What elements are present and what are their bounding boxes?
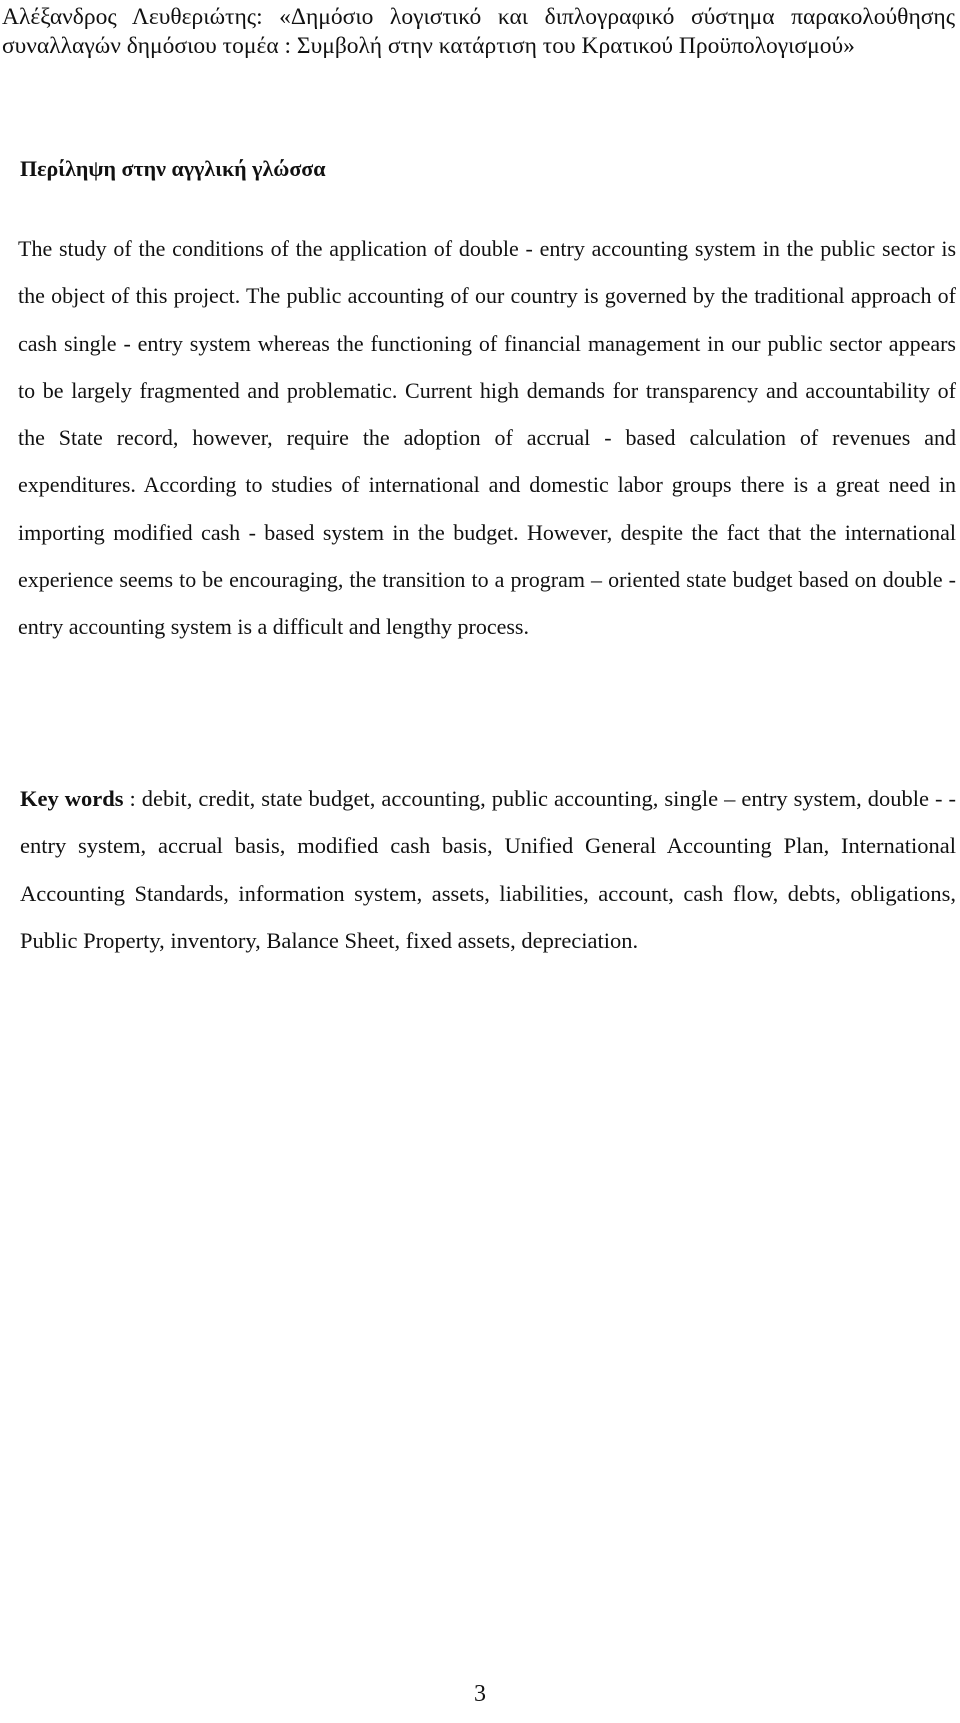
page-number: 3 bbox=[474, 1681, 486, 1707]
document-header-title: Αλέξανδρος Λευθεριώτης: «Δημόσιο λογιστικό και διπλογραφικό σύστημα παρακολούθησης συναλλαγών δημόσιου τομέα : Συμβολή στην κατάρτιση του Κρατικού Προϋπολογισμού» bbox=[2, 4, 955, 59]
abstract-heading: Περίληψη στην αγγλική γλώσσα bbox=[20, 156, 326, 181]
keywords-paragraph bbox=[20, 775, 956, 964]
keywords-text: : debit, credit, state budget, accounting, public accounting, single – entry system, double - -entry system, accrual basis, modified cash basis, Unified General Accounting Plan, International Accounting Standards, information system, assets, liabilities, account, cash flow, debts, obligations, Public Property, inventory, Balance Sheet, fixed assets, depreciation. bbox=[20, 786, 956, 953]
abstract-paragraph: The study of the conditions of the application of double - entry accounting system in the public sector is the object of this project. The public accounting of our country is governed by the traditional approach of cash single - entry system whereas the functioning of financial management in our public sector appears to be largely fragmented and problematic. Current high demands for transparency and accountability of the State record, however, require the adoption of accrual - based calculation of revenues and expenditures. According to studies of international and domestic labor groups there is a great need in importing modified cash - based system in the budget. However, despite the fact that the international experience seems to be encouraging, the transition to a program – oriented state budget based on double - entry accounting system is a difficult and lengthy process. bbox=[18, 236, 956, 640]
keywords-label: Key words bbox=[20, 786, 124, 811]
